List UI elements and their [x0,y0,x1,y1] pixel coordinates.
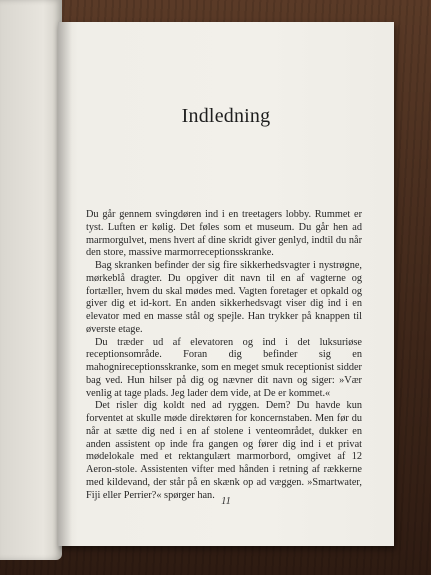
paragraph: Bag skranken befinder der sig fire sikkerhedsvagter i nystrøgne, mørkeblå dragter. Du opgiver dit navn til en af vagterne og fortæller, hvem du skal mødes med. Vagten foretager et opkald og giver dig et id-kort. En anden sikkerhedsvagt viser dig ind i en elevator med en masse stål og spejle. Han trykker på knappen til øverste etage. [86,260,362,335]
page-number: 11 [221,496,231,507]
paragraph: Du går gennem svingdøren ind i en treetagers lobby. Rummet er tyst. Luften er kølig. Det føles som et museum. Du går hen ad marmorgulvet, mens hvert af dine skridt giver genlyd, indtil du når den store, massive marmorreceptionsskranke. [86,209,362,259]
chapter-body [86,209,362,502]
page-gutter-shadow [58,22,72,546]
paragraph: Du træder ud af elevatoren og ind i det luksuriøse receptionsområde. Foran dig befinder sig en mahognireceptionsskranke, som en meget smuk receptionist sidder bag ved. Hun hilser på dig og nævner dit navn og siger: »Vær venlig at tage plads. Jeg lader dem vide, at De er kommet.« [86,336,362,399]
left-page-edge [0,0,62,560]
paragraph: Det risler dig koldt ned ad ryggen. Dem? Du havde kun forventet at skulle møde direktøren for koncernstaben. Men før du når at sætte dig ned i en af stolene i venteområdet, dukker en anden assistent op inde fra gangen og fører dig ind i et privat mødelokale med et rektangulært marmorbord, omgivet af 12 Aeron-stole. Assistenten vifter med hånden i retning af rækkerne med kildevand, der står på en skænk op ad væggen. »Smartwater, Fiji eller Perrier?« spørger han. [86,400,362,501]
chapter-title: Indledning [181,105,271,127]
book-page [58,22,394,546]
